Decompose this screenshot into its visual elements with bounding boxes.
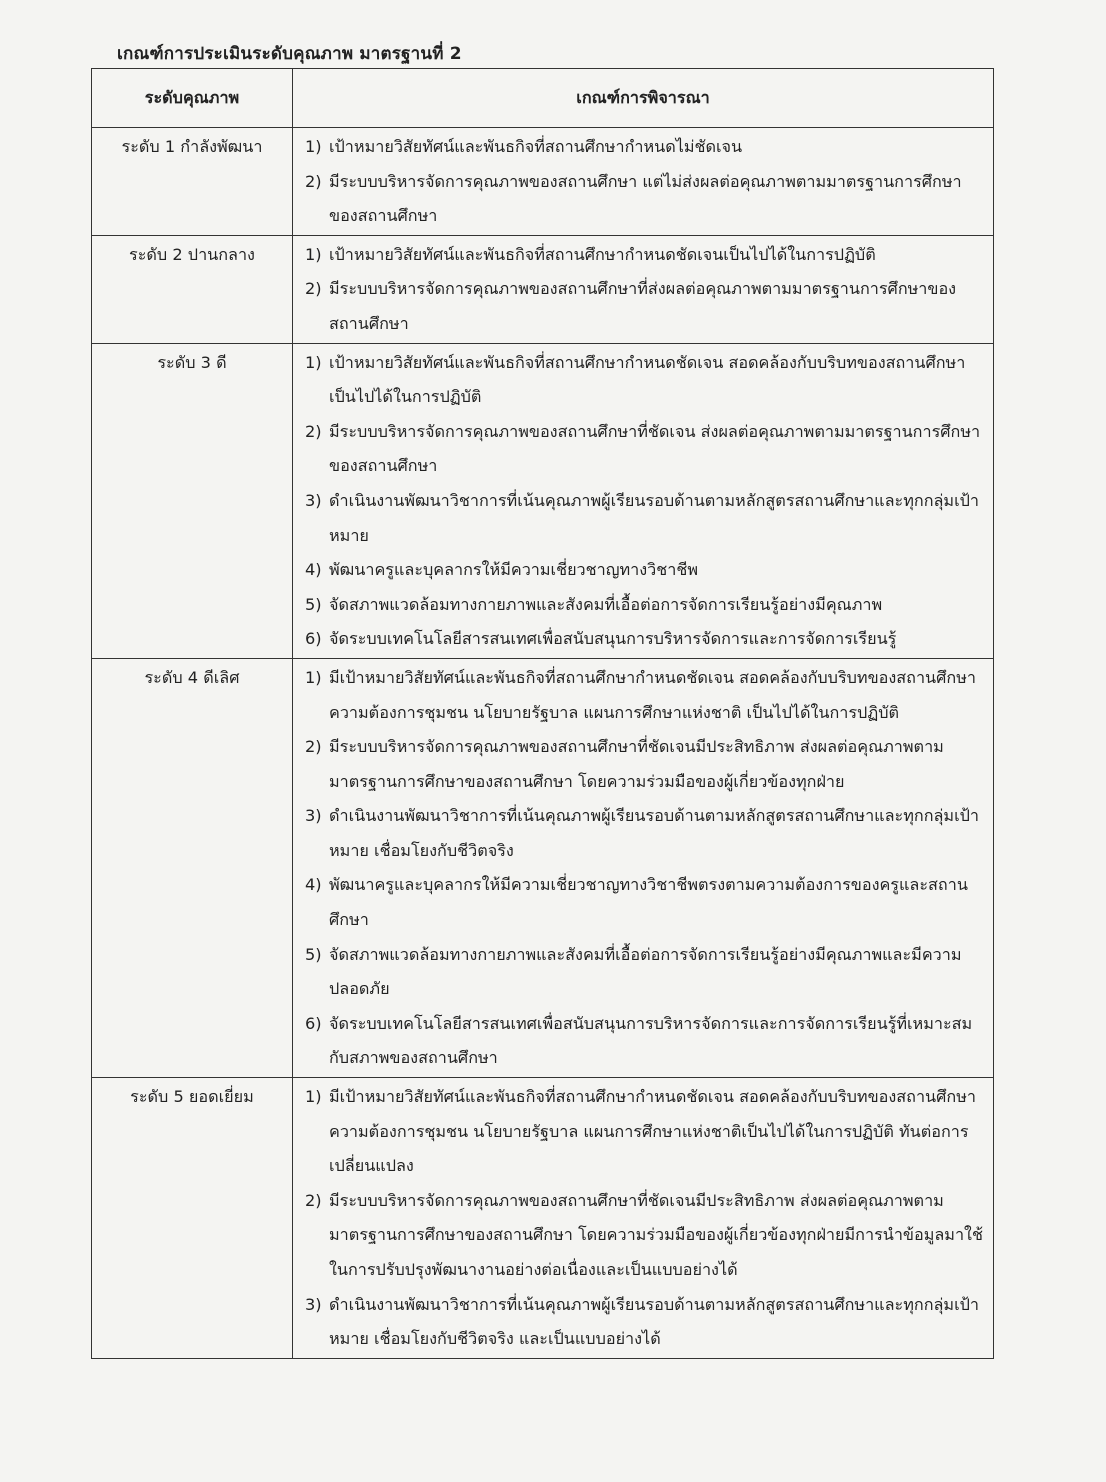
document-title: เกณฑ์การประเมินระดับคุณภาพ มาตรฐานที่ 2 <box>117 44 462 64</box>
item-text: มีเป้าหมายวิสัยทัศน์และพันธกิจที่สถานศึกษากำหนดชัดเจน สอดคล้องกับบริบทของสถานศึกษา ความต้องการชุมชน นโยบายรัฐบาล แผนการศึกษาแห่งชาติเป็นไปได้ในการปฏิบัติ ทันต่อการเปลี่ยนแปลง <box>329 1087 976 1176</box>
criteria-item <box>305 938 987 1007</box>
item-text: เป้าหมายวิสัยทัศน์และพันธกิจที่สถานศึกษากำหนดชัดเจนเป็นไปได้ในการปฏิบัติ <box>329 244 876 264</box>
criteria-item <box>305 553 987 588</box>
item-text: ดำเนินงานพัฒนาวิชาการที่เน้นคุณภาพผู้เรียนรอบด้านตามหลักสูตรสถานศึกษาและทุกกลุ่มเป้าหมาย เชื่อมโยงกับชีวิตจริง และเป็นแบบอย่างได้ <box>329 1294 979 1349</box>
header-criteria: เกณฑ์การพิจารณา <box>293 69 994 128</box>
item-number: 1) <box>305 667 322 687</box>
item-number: 3) <box>305 1294 322 1314</box>
criteria-item <box>305 588 987 623</box>
criteria-cell <box>293 128 994 236</box>
item-number: 1) <box>305 352 322 372</box>
criteria-item <box>305 622 987 657</box>
criteria-item <box>305 730 987 799</box>
item-text: มีระบบบริหารจัดการคุณภาพของสถานศึกษาที่ชัดเจนมีประสิทธิภาพ ส่งผลต่อคุณภาพตามมาตรฐานการศึกษาของสถานศึกษา โดยความร่วมมือของผู้เกี่ยวข้องทุกฝ่ายมีการนำข้อมูลมาใช้ในการปรับปรุงพัฒนางานอย่างต่อเนื่องและเป็นแบบอย่างได้ <box>329 1190 983 1279</box>
criteria-cell <box>293 343 994 658</box>
item-number: 3) <box>305 490 322 510</box>
item-number: 3) <box>305 806 322 826</box>
item-text: มีเป้าหมายวิสัยทัศน์และพันธกิจที่สถานศึกษากำหนดชัดเจน สอดคล้องกับบริบทของสถานศึกษา ความต้องการชุมชน นโยบายรัฐบาล แผนการศึกษาแห่งชาติ เป็นไปได้ในการปฏิบัติ <box>329 667 976 722</box>
criteria-item <box>305 165 987 234</box>
table-row <box>92 1078 994 1359</box>
criteria-item <box>305 272 987 341</box>
criteria-item <box>305 484 987 553</box>
item-number: 1) <box>305 137 322 156</box>
level-label: ระดับ 1 กำลังพัฒนา <box>92 128 293 236</box>
criteria-item <box>305 130 987 165</box>
criteria-cell <box>293 1078 994 1359</box>
header-level: ระดับคุณภาพ <box>92 69 293 128</box>
table-row <box>92 343 994 658</box>
criteria-cell <box>293 658 994 1077</box>
item-text: มีระบบบริหารจัดการคุณภาพของสถานศึกษาที่ชัดเจนมีประสิทธิภาพ ส่งผลต่อคุณภาพตามมาตรฐานการศึกษาของสถานศึกษา โดยความร่วมมือของผู้เกี่ยวข้องทุกฝ่าย <box>329 737 944 791</box>
item-text: พัฒนาครูและบุคลากรให้มีความเชี่ยวชาญทางวิชาชีพตรงตามความต้องการของครูและสถานศึกษา <box>329 875 968 930</box>
criteria-cell <box>293 235 994 343</box>
item-text: มีระบบบริหารจัดการคุณภาพของสถานศึกษาที่ชัดเจน ส่งผลต่อคุณภาพตามมาตรฐานการศึกษาของสถานศึกษา <box>329 421 981 476</box>
item-number: 2) <box>305 1190 322 1210</box>
criteria-item <box>305 1184 987 1288</box>
item-number: 1) <box>305 1087 322 1107</box>
table-row <box>92 128 994 236</box>
table-row <box>92 235 994 343</box>
criteria-item <box>305 1007 987 1076</box>
item-number: 2) <box>305 279 322 299</box>
criteria-item <box>305 1288 987 1357</box>
level-label: ระดับ 5 ยอดเยี่ยม <box>92 1078 293 1359</box>
item-number: 4) <box>305 875 322 895</box>
item-number: 6) <box>305 1013 322 1033</box>
criteria-item <box>305 799 987 868</box>
criteria-item <box>305 661 987 730</box>
item-number: 5) <box>305 594 322 614</box>
level-label: ระดับ 2 ปานกลาง <box>92 235 293 343</box>
item-text: พัฒนาครูและบุคลากรให้มีความเชี่ยวชาญทางวิชาชีพ <box>329 560 699 580</box>
item-number: 1) <box>305 244 322 264</box>
item-number: 2) <box>305 171 322 191</box>
item-text: จัดระบบเทคโนโลยีสารสนเทศเพื่อสนับสนุนการบริหารจัดการและการจัดการเรียนรู้ที่เหมาะสมกับสภาพของสถานศึกษา <box>329 1013 973 1068</box>
criteria-item <box>305 1080 987 1184</box>
item-text: มีระบบบริหารจัดการคุณภาพของสถานศึกษา แต่ไม่ส่งผลต่อคุณภาพตามมาตรฐานการศึกษาของสถานศึกษา <box>329 171 962 226</box>
criteria-item <box>305 346 987 415</box>
item-text: เป้าหมายวิสัยทัศน์และพันธกิจที่สถานศึกษากำหนดไม่ชัดเจน <box>329 137 743 156</box>
level-label: ระดับ 4 ดีเลิศ <box>92 658 293 1077</box>
item-number: 5) <box>305 944 322 964</box>
criteria-table <box>91 68 994 1359</box>
item-text: จัดระบบเทคโนโลยีสารสนเทศเพื่อสนับสนุนการบริหารจัดการและการจัดการเรียนรู้ <box>329 629 897 649</box>
criteria-item <box>305 868 987 937</box>
item-text: ดำเนินงานพัฒนาวิชาการที่เน้นคุณภาพผู้เรียนรอบด้านตามหลักสูตรสถานศึกษาและทุกกลุ่มเป้าหมาย <box>329 490 979 545</box>
item-text: มีระบบบริหารจัดการคุณภาพของสถานศึกษาที่ส่งผลต่อคุณภาพตามมาตรฐานการศึกษาของสถานศึกษา <box>329 279 957 333</box>
item-number: 6) <box>305 629 322 649</box>
item-number: 2) <box>305 737 322 757</box>
item-text: เป้าหมายวิสัยทัศน์และพันธกิจที่สถานศึกษากำหนดชัดเจน สอดคล้องกับบริบทของสถานศึกษา เป็นไปได้ในการปฏิบัติ <box>329 352 966 407</box>
table-body <box>92 128 994 1359</box>
item-number: 4) <box>305 560 322 580</box>
level-label: ระดับ 3 ดี <box>92 343 293 658</box>
criteria-item <box>305 238 987 273</box>
table-header-row <box>92 69 994 128</box>
table-row <box>92 658 994 1077</box>
item-text: ดำเนินงานพัฒนาวิชาการที่เน้นคุณภาพผู้เรียนรอบด้านตามหลักสูตรสถานศึกษาและทุกกลุ่มเป้าหมาย เชื่อมโยงกับชีวิตจริง <box>329 806 979 860</box>
item-text: จัดสภาพแวดล้อมทางกายภาพและสังคมที่เอื้อต่อการจัดการเรียนรู้อย่างมีคุณภาพและมีความปลอดภัย <box>329 944 962 999</box>
item-number: 2) <box>305 421 322 441</box>
criteria-item <box>305 415 987 484</box>
item-text: จัดสภาพแวดล้อมทางกายภาพและสังคมที่เอื้อต่อการจัดการเรียนรู้อย่างมีคุณภาพ <box>329 594 883 614</box>
